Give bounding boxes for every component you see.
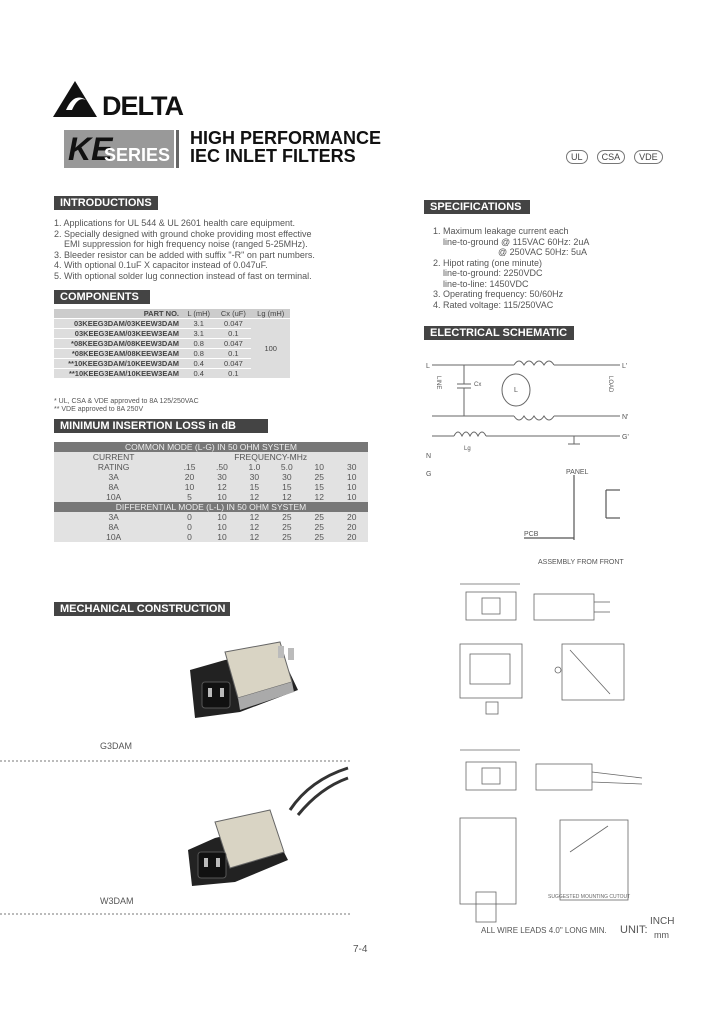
components-notes <box>54 398 199 414</box>
rating-cell: 3A <box>54 472 173 482</box>
csa-mark-icon: CSA <box>597 150 626 164</box>
w3dam-caption: W3DAM <box>100 896 134 906</box>
part-no-cell: **10KEEG3DAM/10KEEW3DAM <box>54 359 182 369</box>
common-mode-title: COMMON MODE (L-G) IN 50 OHM SYSTEM <box>54 442 368 452</box>
table-row <box>54 522 368 532</box>
series-prefix: KE <box>68 131 113 167</box>
spec-item: 3. Operating frequency: 50/60Hz <box>433 289 564 299</box>
col-lg: Lg (mH) <box>251 309 290 319</box>
value-cell: 12 <box>206 482 238 492</box>
l-cell: 3.1 <box>182 329 215 339</box>
l-cell: 3.1 <box>182 319 215 329</box>
table-header-row <box>54 309 290 319</box>
intro-item: 4. With optional 0.1uF X capacitor instead of 0.047uF. <box>54 260 268 270</box>
cx-cell: 0.047 <box>215 359 251 369</box>
certification-marks <box>566 150 669 164</box>
value-cell: 15 <box>271 482 303 492</box>
value-cell: 0 <box>173 522 205 532</box>
value-cell: 15 <box>303 482 335 492</box>
delta-logo-icon <box>52 80 98 118</box>
specifications-heading: SPECIFICATIONS <box>424 200 530 214</box>
rating-cell: 8A <box>54 522 173 532</box>
value-cell: 10 <box>206 492 238 502</box>
series-badge <box>64 130 174 168</box>
value-cell: 10 <box>206 522 238 532</box>
electrical-schematic-diagram <box>424 350 634 570</box>
cx-cell: 0.1 <box>215 369 251 379</box>
value-cell: 30 <box>238 472 270 482</box>
value-cell: 10 <box>173 482 205 492</box>
assembly-caption: ASSEMBLY FROM FRONT <box>538 559 624 566</box>
mounting-cutout-note: SUGGESTED MOUNTING CUTOUT <box>548 894 631 900</box>
value-cell: 10 <box>336 472 369 482</box>
panel-label: PANEL <box>566 469 589 476</box>
sch-label-n: N <box>426 453 432 460</box>
spec-item: line-to-ground @ 115VAC 60Hz: 2uA <box>433 236 590 247</box>
part-no-cell: **10KEEG3EAM/10KEEW3EAM <box>54 369 182 379</box>
rating-cell: 3A <box>54 512 173 522</box>
sch-label-l-prime: L' <box>622 363 628 370</box>
value-cell: 25 <box>303 512 335 522</box>
rating-cell: 10A <box>54 492 173 502</box>
g3dam-photo <box>180 630 310 730</box>
rating-cell: 10A <box>54 532 173 542</box>
value-cell: 25 <box>271 522 303 532</box>
spec-item: 4. Rated voltage: 115/250VAC <box>433 299 554 310</box>
rating-label: RATING <box>54 462 173 472</box>
value-cell: 0 <box>173 512 205 522</box>
header-divider <box>176 130 179 168</box>
intro-item: 5. With optional solder lug connection instead of fast on terminal. <box>54 270 312 281</box>
dotted-divider <box>0 913 350 915</box>
l-cell: 0.4 <box>182 359 215 369</box>
freq-cell: .15 <box>173 462 205 472</box>
specifications-list <box>433 226 589 310</box>
rating-cell: 8A <box>54 482 173 492</box>
value-cell: 25 <box>271 512 303 522</box>
table-row <box>54 532 368 542</box>
sch-label-g-prime: G' <box>622 434 629 441</box>
table-row <box>54 482 368 492</box>
mechanical-heading: MECHANICAL CONSTRUCTION <box>54 602 230 616</box>
value-cell: 10 <box>336 492 369 502</box>
vde-mark-icon: VDE <box>634 150 663 164</box>
pcb-label: PCB <box>524 531 539 538</box>
intro-item: 1. Applications for UL 544 & UL 2601 health care equipment. <box>54 218 295 228</box>
freq-cell: 10 <box>303 462 335 472</box>
sch-label-inductor: L <box>514 387 518 394</box>
schematic-heading: ELECTRICAL SCHEMATIC <box>424 326 574 340</box>
ul-mark-icon: UL <box>566 150 588 164</box>
value-cell: 25 <box>303 532 335 542</box>
value-cell: 10 <box>206 532 238 542</box>
value-cell: 20 <box>336 522 369 532</box>
table-row <box>54 472 368 482</box>
brand-name: DELTA <box>102 91 183 121</box>
value-cell: 5 <box>173 492 205 502</box>
sch-label-line: LINE <box>435 376 441 390</box>
wire-leads-note: ALL WIRE LEADS 4.0" LONG MIN. <box>481 926 607 935</box>
value-cell: 12 <box>303 492 335 502</box>
cx-cell: 0.1 <box>215 349 251 359</box>
sch-label-l: L <box>426 363 430 370</box>
components-heading: COMPONENTS <box>54 290 150 304</box>
value-cell: 10 <box>206 512 238 522</box>
value-cell: 30 <box>271 472 303 482</box>
g3dam-dimension-drawing <box>430 578 630 718</box>
freq-cell: .50 <box>206 462 238 472</box>
sch-label-n-prime: N' <box>622 414 629 421</box>
w3dam-photo <box>180 760 350 890</box>
col-cx: Cx (uF) <box>215 309 251 319</box>
insertion-loss-heading: MINIMUM INSERTION LOSS in dB <box>54 419 268 433</box>
freq-cell: 1.0 <box>238 462 270 472</box>
value-cell: 30 <box>206 472 238 482</box>
unit-mm: mm <box>654 930 669 940</box>
sch-label-load: LOAD <box>607 376 613 393</box>
spec-item: @ 250VAC 50Hz: 5uA <box>433 247 588 257</box>
l-cell: 0.8 <box>182 349 215 359</box>
value-cell: 15 <box>238 482 270 492</box>
differential-mode-title: DIFFERENTIAL MODE (L-L) IN 50 OHM SYSTEM <box>54 502 368 512</box>
page-title-line1: HIGH PERFORMANCE <box>190 128 382 148</box>
intro-item: 2. Specially designed with ground choke providing most effective <box>54 228 312 239</box>
value-cell: 25 <box>303 472 335 482</box>
frequency-label: FREQUENCY-MHz <box>173 452 368 462</box>
series-word: SERIES <box>104 145 171 165</box>
lg-cell: 100 <box>251 319 290 379</box>
spec-item: 2. Hipot rating (one minute) <box>433 257 543 268</box>
spec-item: 1. Maximum leakage current each <box>433 226 569 236</box>
page-title-line2: IEC INLET FILTERS <box>190 146 356 166</box>
part-no-cell: 03KEEG3EAM/03KEEW3EAM <box>54 329 182 339</box>
freq-cell: 5.0 <box>271 462 303 472</box>
value-cell: 25 <box>303 522 335 532</box>
intro-item: EMI suppression for high frequency noise (ranged 5-25MHz). <box>54 239 308 249</box>
cx-cell: 0.047 <box>215 339 251 349</box>
freq-cell: 30 <box>336 462 369 472</box>
value-cell: 12 <box>271 492 303 502</box>
page-number: 7-4 <box>353 944 368 955</box>
w3dam-dimension-drawing <box>430 742 650 932</box>
part-no-cell: 03KEEG3DAM/03KEEW3DAM <box>54 319 182 329</box>
spec-item: line-to-ground: 2250VDC <box>433 268 543 278</box>
g3dam-caption: G3DAM <box>100 741 133 751</box>
value-cell: 20 <box>173 472 205 482</box>
table-row <box>54 512 368 522</box>
value-cell: 12 <box>238 512 270 522</box>
intro-item: 3. Bleeder resistor can be added with suffix "-R" on part numbers. <box>54 249 315 260</box>
l-cell: 0.4 <box>182 369 215 379</box>
value-cell: 12 <box>238 492 270 502</box>
sch-label-g: G <box>426 471 432 478</box>
col-part-no: PART NO. <box>54 309 182 319</box>
insertion-loss-table <box>54 442 368 542</box>
part-no-cell: *08KEEG3EAM/08KEEW3EAM <box>54 349 182 359</box>
value-cell: 25 <box>271 532 303 542</box>
value-cell: 20 <box>336 512 369 522</box>
sch-label-lg: Lg <box>464 446 471 452</box>
unit-label: UNIT: <box>620 924 648 936</box>
table-row <box>54 319 290 329</box>
value-cell: 12 <box>238 532 270 542</box>
table-row <box>54 492 368 502</box>
cx-cell: 0.1 <box>215 329 251 339</box>
spec-item: line-to-line: 1450VDC <box>433 278 529 289</box>
l-cell: 0.8 <box>182 339 215 349</box>
note: * UL, CSA & VDE approved to 8A 125/250VAC <box>54 398 199 405</box>
cx-cell: 0.047 <box>215 319 251 329</box>
part-no-cell: *08KEEG3DAM/08KEEW3DAM <box>54 339 182 349</box>
unit-inch: INCH <box>650 916 675 927</box>
current-label: CURRENT <box>54 452 173 462</box>
sch-label-cx: Cx <box>474 382 482 388</box>
components-table <box>54 309 290 379</box>
value-cell: 10 <box>336 482 369 492</box>
value-cell: 20 <box>336 532 369 542</box>
value-cell: 0 <box>173 532 205 542</box>
note: ** VDE approved to 8A 250V <box>54 406 144 413</box>
value-cell: 12 <box>238 522 270 532</box>
introductions-list <box>54 218 315 281</box>
introductions-heading: INTRODUCTIONS <box>54 196 158 210</box>
col-l: L (mH) <box>182 309 215 319</box>
